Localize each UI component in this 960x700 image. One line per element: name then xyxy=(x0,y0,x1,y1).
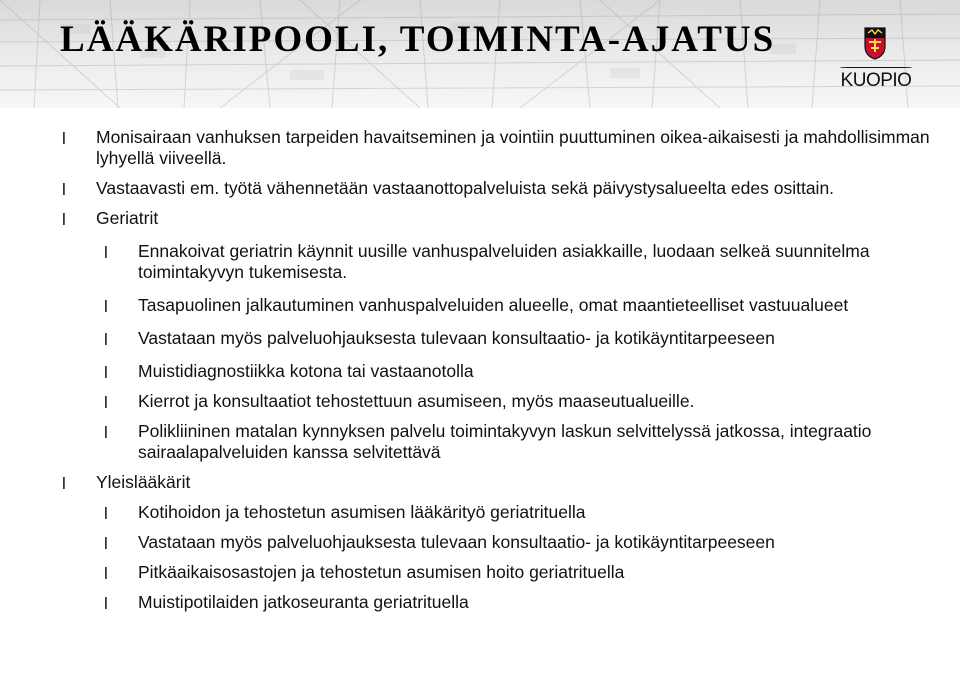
bullet-item-yleislaakarit xyxy=(62,472,932,493)
sub-bullet-marker: l xyxy=(104,243,108,262)
sub-bullet-marker: l xyxy=(104,393,108,412)
sub-bullet-item xyxy=(62,562,932,583)
sub-bullet-marker: l xyxy=(104,534,108,553)
bullet-text: Yleislääkärit xyxy=(96,472,191,492)
sub-bullet-text: Kierrot ja konsultaatiot tehostettuun asumiseen, myös maaseutualueille. xyxy=(138,391,695,411)
bullet-list xyxy=(62,127,932,617)
kuopio-logo xyxy=(836,26,916,98)
bullet-text: Geriatrit xyxy=(96,208,159,228)
bullet-item xyxy=(62,127,932,169)
slide-title: LÄÄKÄRIPOOLI, TOIMINTA-AJATUS xyxy=(60,19,776,60)
bullet-marker: l xyxy=(62,474,66,493)
coat-of-arms-icon xyxy=(863,26,887,60)
bullet-text: Vastaavasti em. työtä vähennetään vastaanottopalveluista sekä päivystysalueelta edes osittain. xyxy=(96,178,835,198)
sub-bullet-item xyxy=(62,391,932,412)
bullet-item-geriatrit xyxy=(62,208,932,229)
sub-bullet-item xyxy=(62,592,932,613)
sub-bullet-text: Vastataan myös palveluohjauksesta tulevaan konsultaatio- ja kotikäyntitarpeeseen xyxy=(138,532,775,552)
sub-bullet-item xyxy=(62,241,932,283)
sub-bullet-item xyxy=(62,295,932,316)
sub-bullet-text: Polikliininen matalan kynnyksen palvelu toimintakyvyn laskun selvittelyssä jatkossa, integraatio sairaalapalveluiden kanssa selvitettävä xyxy=(138,421,872,462)
logo-text: KUOPIO xyxy=(836,70,916,92)
sub-bullet-item xyxy=(62,421,932,463)
sub-bullet-text: Kotihoidon ja tehostetun asumisen lääkärityö geriatrituella xyxy=(138,502,586,522)
bullet-item xyxy=(62,178,932,199)
sub-bullet-marker: l xyxy=(104,564,108,583)
sub-bullet-marker: l xyxy=(104,297,108,316)
bullet-marker: l xyxy=(62,129,66,148)
sub-bullet-marker: l xyxy=(104,423,108,442)
sub-bullet-marker: l xyxy=(104,363,108,382)
sub-bullet-marker: l xyxy=(104,504,108,523)
sub-bullet-item xyxy=(62,328,932,349)
sub-bullet-item xyxy=(62,361,932,382)
sub-bullet-text: Ennakoivat geriatrin käynnit uusille vanhuspalveluiden asiakkaille, luodaan selkeä suunnitelma toimintakyvyn tukemisesta. xyxy=(138,241,870,282)
sub-bullet-text: Muistipotilaiden jatkoseuranta geriatrituella xyxy=(138,592,469,612)
sub-bullet-marker: l xyxy=(104,594,108,613)
bullet-marker: l xyxy=(62,180,66,199)
sub-bullet-marker: l xyxy=(104,330,108,349)
sub-bullet-item xyxy=(62,502,932,523)
sub-bullet-text: Pitkäaikaisosastojen ja tehostetun asumisen hoito geriatrituella xyxy=(138,562,625,582)
bullet-text: Monisairaan vanhuksen tarpeiden havaitseminen ja vointiin puuttuminen oikea-aikaisesti ja mahdollisimman lyhyellä viiveellä. xyxy=(96,127,930,168)
sub-bullet-text: Vastataan myös palveluohjauksesta tulevaan konsultaatio- ja kotikäyntitarpeeseen xyxy=(138,328,775,348)
bullet-marker: l xyxy=(62,210,66,229)
sub-bullet-text: Muistidiagnostiikka kotona tai vastaanotolla xyxy=(138,361,474,381)
header-band xyxy=(0,0,960,108)
sub-bullet-item xyxy=(62,532,932,553)
sub-bullet-text: Tasapuolinen jalkautuminen vanhuspalveluiden alueelle, omat maantieteelliset vastuualueet xyxy=(138,295,849,315)
